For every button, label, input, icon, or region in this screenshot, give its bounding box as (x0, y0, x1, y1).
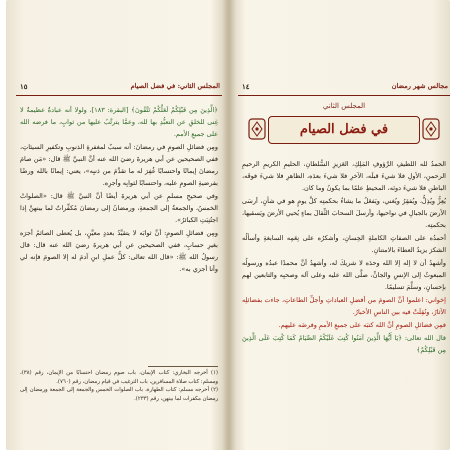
header-rule (238, 95, 450, 96)
running-title: المجلس الثاني: في فضل الصيام (130, 82, 220, 90)
quran-verse: قال الله تعالى: ﴿يَا أَيُّهَا الَّذِينَ آمَنُوا كُتِبَ عَلَيْكُمُ الصِّيَامُ كَمَا كُتِبَ عَلَى الَّذِينَ مِن قَبْلِكُمْ﴾ (242, 334, 446, 354)
paragraph: يُعِزُّ ويُذِلُّ، ويُفقِرُ ويُغني، ويَفعَلُ ما يشاءُ بحكمتِه كلَّ يومٍ هو في شأنٍ، أرسَى الأرضَ بالجبالِ في نواحيها، وأرسلَ السحابَ الثِّقالَ بماءٍ يُحيي الأرضَ ويَسقيها، بحكمتِه. (242, 197, 446, 229)
ornament-icon (248, 118, 266, 140)
section-title-banner (268, 116, 420, 144)
paragraph: أحمدُه على الصفاتِ الكاملةِ الحِسانِ، وأشكرُه على نِعَمِه السابغةِ وأسألُه الشكرَ يزيدُ العطاءَ بالامتنانِ. (242, 234, 446, 254)
ornament-icon (422, 118, 440, 140)
paragraph: فمِن فضائلِ الصومِ أنَّ الله كتبَه على جميعِ الأممِ وفرضَه عليهم. (278, 321, 446, 329)
book-spread (6, 0, 450, 450)
header-rule (16, 95, 222, 96)
paragraph: وفي صحيحِ مسلمٍ عن أبي هريرةَ أيضًا أنَّ النبيَّ ﷺ قال: «الصلواتُ الخمسُ، والجمعةُ إلى الجمعةِ، ورمضانُ إلى رمضانَ مُكفِّراتٌ لما بينهنَّ إذا اجتُنِبَتِ الكبائرُ». (20, 192, 218, 224)
page-number: ١٥ (20, 82, 28, 91)
paragraph: الحمدُ لله اللطيفِ الرَّؤوفِ المَلِكِ، العَزيزِ السُّلطانِ، الحليمِ الكريمِ الرحيمِ الرحمنِ، الأولِ فلا شيءَ قبلَه، الآخرِ فلا شيءَ بعدَه، الظاهرِ فلا شيءَ فوقَه، الباطنِ فلا شيءَ دونَه، المحيطِ علمًا بما يكونُ وما كان. (242, 160, 446, 192)
page-header (16, 82, 222, 96)
page-body (20, 104, 218, 276)
section-heading (246, 102, 442, 152)
footnote-rule (148, 366, 218, 367)
footnotes (20, 369, 218, 403)
footnote: (٢) أخرجه مسلم: كتاب الطهارة، باب الصلوات الخمس والجمعة إلى الجمعة ورمضان إلى رمضان مكفرات لما بينهن، رقم (٢٣٣). (20, 387, 218, 402)
page-body (242, 158, 446, 357)
paragraph: ﴿الَّذِينَ مِن قَبْلِكُمْ لَعَلَّكُمْ تَتَّقُونَ﴾ [البقرة: ١٨٣]، ولولا أنه عبادةٌ عظيمةٌ لا غِنى للخلقِ عن التعبُّدِ بها لله، وعمَّا يترتَّبُ عليها من ثوابٍ، ما فرضه الله على جميعِ الأمم. (20, 106, 218, 138)
page-header (238, 82, 450, 96)
paragraph: ومِن فضائلِ الصومِ: أنَّ ثوابَه لا يتقيَّدُ بعددٍ معيَّنٍ، بل يُعطى الصائمُ أجرَه بغيرِ حسابٍ، ففي الصحيحين عن أبي هريرةَ رضيَ الله عنه قال: قال رسولُ الله ﷺ: «قال الله تعالى: كلُّ عملِ ابنِ آدمَ له إلا الصومَ فإنه لي وأنا أجزي به». (20, 229, 218, 273)
paragraph: ومِن فضائلِ الصومِ في رمضانَ: أنه سببٌ لمغفرةِ الذنوبِ وتكفيرِ السيئاتِ، ففي الصحيحين عن أبي هريرةَ رضيَ الله عنه أنَّ النبيَّ ﷺ قال: «مَن صامَ رمضانَ إيمانًا واحتسابًا غُفِرَ له ما تقدَّمَ من ذنبِه»، يعني: إيمانًا بالله ورضًا بفرضيةِ الصومِ عليه، واحتسابًا لثوابِه وأجرِه. (20, 143, 218, 187)
left-page (16, 0, 222, 450)
running-title: مجالس شهر رمضان (391, 82, 448, 90)
right-page (238, 0, 450, 450)
page-number: ١٤ (242, 82, 250, 91)
footnote: (١) أخرجه البخاري: كتاب الإيمان، باب صوم رمضان احتسابًا من الإيمان، رقم (٣٨)، ومسلم: كتاب صلاة المسافرين، باب الترغيب في قيام رمضان، رقم (٧٦٠). (20, 370, 218, 385)
section-title: في فضل الصيام (299, 122, 389, 137)
book-gutter (222, 0, 236, 450)
paragraph: وأشهدُ أن لا إله إلا الله وحدَه لا شريكَ له، وأشهدُ أنَّ محمدًا عبدُه ورسولُه المبعوثُ إلى الإنسِ والجانِّ، صلَّى الله عليه وعلى آله وصحبِه والتابعين لهم بإحسانٍ، وسلَّمَ تسليمًا. (242, 259, 446, 291)
paragraph: إخواني: اعلموا أنَّ الصومَ من أفضلِ العباداتِ وأجلِّ الطاعاتِ، جاءت بفضائلِه الآثارُ، ونُقِلَتْ فيه بين الناسِ الأخبارُ. (242, 296, 446, 316)
section-subtitle: المجلس الثاني (322, 102, 366, 110)
